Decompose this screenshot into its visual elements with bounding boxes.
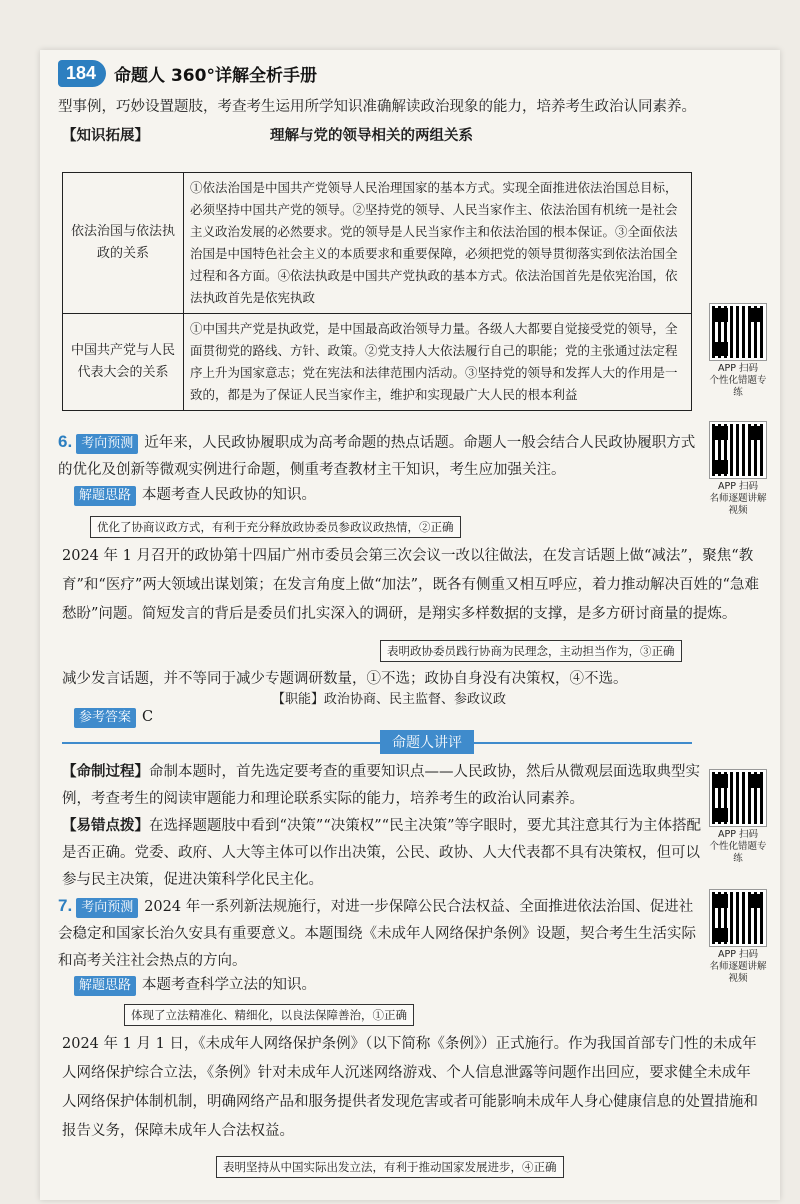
q6-idea: 本题考查人民政协的知识。 (142, 487, 317, 503)
knowledge-tag: 【知识拓展】 (62, 127, 149, 144)
question-number: 7. (58, 896, 73, 915)
q6-answer-block (74, 704, 153, 731)
annotation-note: 优化了协商议政方式，有利于充分释放政协委员参政议政热情，②正确 (90, 516, 461, 538)
q6-answer: C (142, 709, 154, 725)
qr-label: 个性化错题专练 (709, 841, 767, 864)
page-header (58, 58, 317, 88)
annotation-note: 体现了立法精准化、精细化，以良法保障善治，①正确 (124, 1004, 414, 1026)
table-row (63, 314, 692, 411)
qr-label: 个性化错题专练 (709, 375, 767, 398)
qr-label: APP 扫码 (718, 363, 758, 374)
commentary-process (62, 758, 702, 813)
table-row (63, 173, 692, 314)
table-cell-right: ①中国共产党是执政党，是中国最高政治领导力量。各级人大都要自觉接受党的领导，全面贯彻党的路线、方针、政策。②党支持人大依法履行自己的职能；党的主张通过法定程序上升为国家意志；党在宪法和法律范围内活动。③坚持党的领导和发挥人大的作用是一致的，都是为了保证人民当家作主，维护和实现最广大人民的根本利益 (184, 314, 692, 411)
commentary-error (62, 812, 702, 894)
book-page (40, 50, 780, 1200)
qr-label: APP 扫码 (718, 829, 758, 840)
table-cell-left: 中国共产党与人民代表大会的关系 (63, 314, 184, 411)
question-number: 6. (58, 432, 73, 451)
qr-code-1[interactable] (706, 304, 770, 399)
q6-material: 2024 年 1 月召开的政协第十四届广州市委员会第三次会议一改以往做法，在发言话题上做“减法”，聚焦“教育”和“医疗”两大领域出谋划策；在发言角度上做“加法”，既各有侧重又相互呼应，着力推动解决百姓的“急难愁盼”问题。简短发言的背后是委员们扎实深入的调研，是翔实多样数据的支撑，是多方研讨商量的提炼。 (62, 548, 759, 622)
q7-forecast-block (58, 892, 698, 975)
process-text: 命制本题时，首先选定要考查的重要知识点——人民政协，然后从微观层面选取典型实例，考查考生的阅读审题能力和理论联系实际的能力，培养考生的政治认同素养。 (62, 764, 700, 807)
banner-divider (62, 742, 692, 744)
process-tag: 【命制过程】 (62, 763, 149, 780)
qr-label: APP 扫码 (718, 481, 758, 492)
top-line: 型事例，巧妙设置题肢，考查考生运用所学知识准确解读政治现象的能力，培养考生政治认同素养。 (58, 99, 696, 115)
annotation-note: 【职能】政治协商、民主监督、参政议政 (272, 692, 507, 707)
q6-forecast-block (58, 428, 698, 484)
qr-icon (710, 422, 766, 478)
q7-idea: 本题考查科学立法的知识。 (142, 977, 317, 993)
qr-icon (710, 770, 766, 826)
error-tag: 【易错点拨】 (62, 817, 149, 834)
qr-label: APP 扫码 (718, 949, 758, 960)
table-cell-right: ①依法治国是中国共产党领导人民治理国家的基本方式。实现全面推进依法治国总目标，必须坚持中国共产党的领导。②坚持党的领导、人民当家作主、依法治国有机统一是社会主义政治发展的必然要求。党的领导是人民当家作主和依法治国的根本保证。③全面依法治国是中国特色社会主义的本质要求和重要保障，必须把党的领导贯彻落实到依法治国全过程和各方面。④依法执政是中国共产党执政的基本方式。依法治国首先是依宪治国，依法执政首先是依宪执政 (184, 173, 692, 314)
qr-code-2[interactable] (706, 422, 770, 517)
annotation-note: 表明坚持从中国实际出发立法，有利于推动国家发展进步，④正确 (216, 1156, 564, 1178)
q7-material: 2024 年 1 月 1 日，《未成年人网络保护条例》（以下简称《条例》）正式施行。作为我国首部专门性的未成年人网络保护综合立法，《条例》针对未成年人沉迷网络游戏、个人信息泄露等问题作出回应，要求健全未成年人网络保护体制机制，明确网络产品和服务提供者发现危害或者可能影响未成年人身心健康信息的处置措施和报告义务，保障未成年人合法权益。 (62, 1036, 758, 1139)
q7-forecast: 2024 年一系列新法规施行，对进一步保障公民合法权益、全面推进依法治国、促进社会稳定和国家长治久安具有重要意义。本题围绕《未成年人网络保护条例》设题，契合考生生活实际和高考关注社会热点的方向。 (58, 899, 696, 969)
qr-label: 名师逐题讲解视频 (709, 493, 767, 516)
forecast-tag: 考向预测 (76, 434, 138, 454)
idea-tag: 解题思路 (74, 486, 136, 506)
qr-code-3[interactable] (706, 770, 770, 865)
qr-code-4[interactable] (706, 890, 770, 985)
idea-tag: 解题思路 (74, 976, 136, 996)
table-cell-left: 依法治国与依法执政的关系 (63, 173, 184, 314)
qr-icon (710, 304, 766, 360)
page-number: 184 (58, 60, 106, 87)
qr-label: 名师逐题讲解视频 (709, 961, 767, 984)
answer-tag: 参考答案 (74, 708, 136, 728)
q6-idea-block (74, 482, 316, 509)
q7-idea-block (74, 972, 316, 999)
commentary-banner: 命题人讲评 (380, 730, 474, 754)
forecast-tag: 考向预测 (76, 898, 138, 918)
knowledge-title: 理解与党的领导相关的两组关系 (270, 127, 473, 144)
q6-analysis: 减少发言话题，并不等同于减少专题调研数量，①不选；政协自身没有决策权，④不选。 (62, 671, 628, 687)
book-title: 命题人 360°详解全析手册 (114, 65, 317, 86)
q6-forecast: 近年来，人民政协履职成为高考命题的热点话题。命题人一般会结合人民政协履职方式的优化及创新等微观实例进行命题，侧重考查教材主干知识，考生应加强关注。 (58, 435, 696, 478)
knowledge-table (62, 172, 692, 411)
qr-icon (710, 890, 766, 946)
annotation-note: 表明政协委员践行协商为民理念，主动担当作为，③正确 (380, 640, 682, 662)
error-text: 在选择题题肢中看到“决策”“决策权”“民主决策”等字眼时，要尤其注意其行为主体搭配是否正确。党委、政府、人大等主体可以作出决策，公民、政协、人大代表都不具有决策权，但可以参与民主决策，促进决策科学化民主化。 (62, 818, 701, 888)
